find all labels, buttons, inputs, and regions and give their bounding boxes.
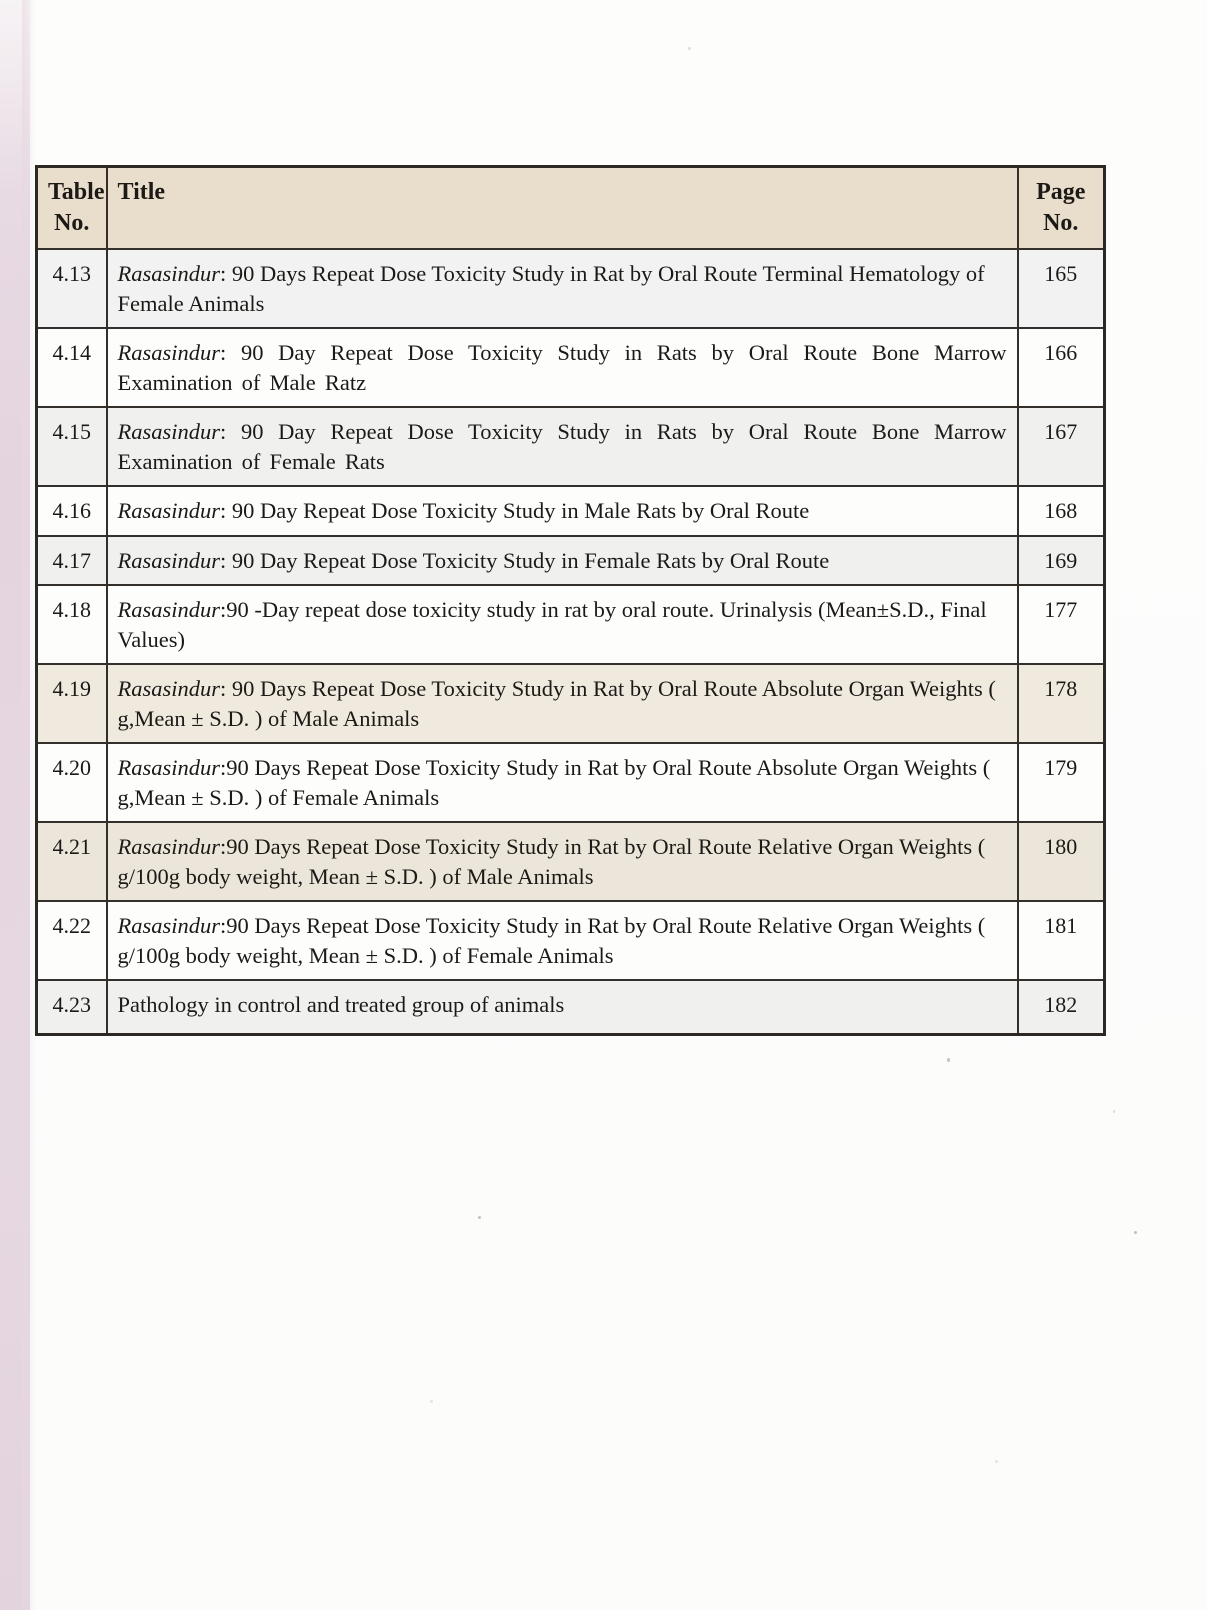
title-italic-lead: Rasasindur [117, 913, 221, 938]
title-italic-lead: Rasasindur [117, 547, 221, 573]
title-cell [107, 486, 1018, 536]
header-row [37, 167, 1105, 250]
scan-speck [1113, 1110, 1115, 1113]
table-row [37, 664, 1105, 743]
table-no-cell: 4.21 [37, 822, 107, 901]
table-row [37, 901, 1105, 980]
page-no-cell: 165 [1018, 249, 1105, 328]
list-of-tables [35, 165, 1106, 1036]
book-edge-strip-fade [22, 0, 36, 1610]
title-text: : 90 Day Repeat Dose Toxicity Study in Rats by Oral Route Bone Marrow Examination of Male Ratz [117, 340, 1007, 395]
page-no-cell: 178 [1018, 664, 1105, 743]
page-no-cell: 167 [1018, 407, 1105, 486]
scan-speck [688, 47, 691, 50]
table-no-cell: 4.20 [37, 743, 107, 822]
title-text: :90 Days Repeat Dose Toxicity Study in Rat by Oral Route Relative Organ Weights ( g/100g body weight, Mean ± S.D. ) of Male Animals [117, 834, 986, 889]
table-row [37, 536, 1105, 586]
title-cell [107, 328, 1018, 407]
table-no-cell: 4.23 [37, 980, 107, 1035]
header-title: Title [107, 167, 1018, 250]
title-text: : 90 Days Repeat Dose Toxicity Study in Rat by Oral Route Absolute Organ Weights ( g,Mean ± S.D. ) of Male Animals [117, 676, 996, 731]
title-italic-lead: Rasasindur [117, 498, 221, 523]
title-cell [107, 743, 1018, 822]
scan-speck [1134, 1231, 1137, 1234]
table-row [37, 743, 1105, 822]
table-row [37, 980, 1105, 1035]
table-row [37, 328, 1105, 407]
table-no-cell: 4.19 [37, 664, 107, 743]
page-no-cell: 166 [1018, 328, 1105, 407]
title-italic-lead: Rasasindur [117, 419, 221, 444]
title-cell [107, 664, 1018, 743]
title-text: : 90 Day Repeat Dose Toxicity Study in Male Rats by Oral Route [220, 498, 810, 523]
title-italic-lead: Rasasindur [117, 340, 221, 365]
table-row [37, 407, 1105, 486]
page-no-cell: 180 [1018, 822, 1105, 901]
title-text: :90 -Day repeat dose toxicity study in rat by oral route. Urinalysis (Mean±S.D., Final Values) [117, 597, 987, 652]
table-no-cell: 4.22 [37, 901, 107, 980]
table-row [37, 585, 1105, 664]
page-no-cell: 168 [1018, 486, 1105, 536]
title-italic-lead: Rasasindur [117, 261, 221, 286]
scan-speck [947, 1058, 950, 1062]
header-table-no: Table No. [37, 167, 107, 250]
table-no-cell: 4.15 [37, 407, 107, 486]
title-text: : 90 Day Repeat Dose Toxicity Study in Rats by Oral Route Bone Marrow Examination of Female Rats [117, 419, 1007, 474]
page-no-cell: 181 [1018, 901, 1105, 980]
table-row [37, 822, 1105, 901]
table-row [37, 486, 1105, 536]
title-cell [107, 980, 1018, 1035]
page-no-cell: 177 [1018, 585, 1105, 664]
table-no-cell: 4.14 [37, 328, 107, 407]
title-cell [107, 585, 1018, 664]
table-no-cell: 4.13 [37, 249, 107, 328]
title-cell [107, 822, 1018, 901]
scan-speck [478, 1216, 481, 1219]
title-italic-lead: Rasasindur [117, 755, 221, 780]
table-no-cell: 4.18 [37, 585, 107, 664]
scan-speck [430, 1400, 433, 1403]
title-text: Pathology in control and treated group of animals [117, 992, 565, 1017]
table-body [37, 249, 1105, 1035]
page-no-cell: 179 [1018, 743, 1105, 822]
page-no-cell: 169 [1018, 536, 1105, 586]
header-page-no: Page No. [1018, 167, 1105, 250]
table-no-cell: 4.17 [37, 536, 107, 586]
title-text: :90 Days Repeat Dose Toxicity Study in Rat by Oral Route Absolute Organ Weights ( g,Mean ± S.D. ) of Female Animals [117, 755, 991, 810]
title-text: : 90 Days Repeat Dose Toxicity Study in Rat by Oral Route Terminal Hematology of Female Animals [117, 261, 985, 316]
page-no-cell: 182 [1018, 980, 1105, 1035]
title-text: : 90 Day Repeat Dose Toxicity Study in Female Rats by Oral Route [220, 547, 830, 573]
table-row [37, 249, 1105, 328]
table-no-cell: 4.16 [37, 486, 107, 536]
table-header [37, 167, 1105, 250]
title-italic-lead: Rasasindur [117, 676, 221, 701]
title-cell [107, 407, 1018, 486]
title-italic-lead: Rasasindur [117, 597, 221, 622]
title-text: :90 Days Repeat Dose Toxicity Study in Rat by Oral Route Relative Organ Weights ( g/100g body weight, Mean ± S.D. ) of Female Animals [117, 913, 986, 968]
title-italic-lead: Rasasindur [117, 834, 221, 859]
title-cell [107, 536, 1018, 586]
title-cell [107, 901, 1018, 980]
title-cell [107, 249, 1018, 328]
scan-speck [995, 1460, 998, 1463]
